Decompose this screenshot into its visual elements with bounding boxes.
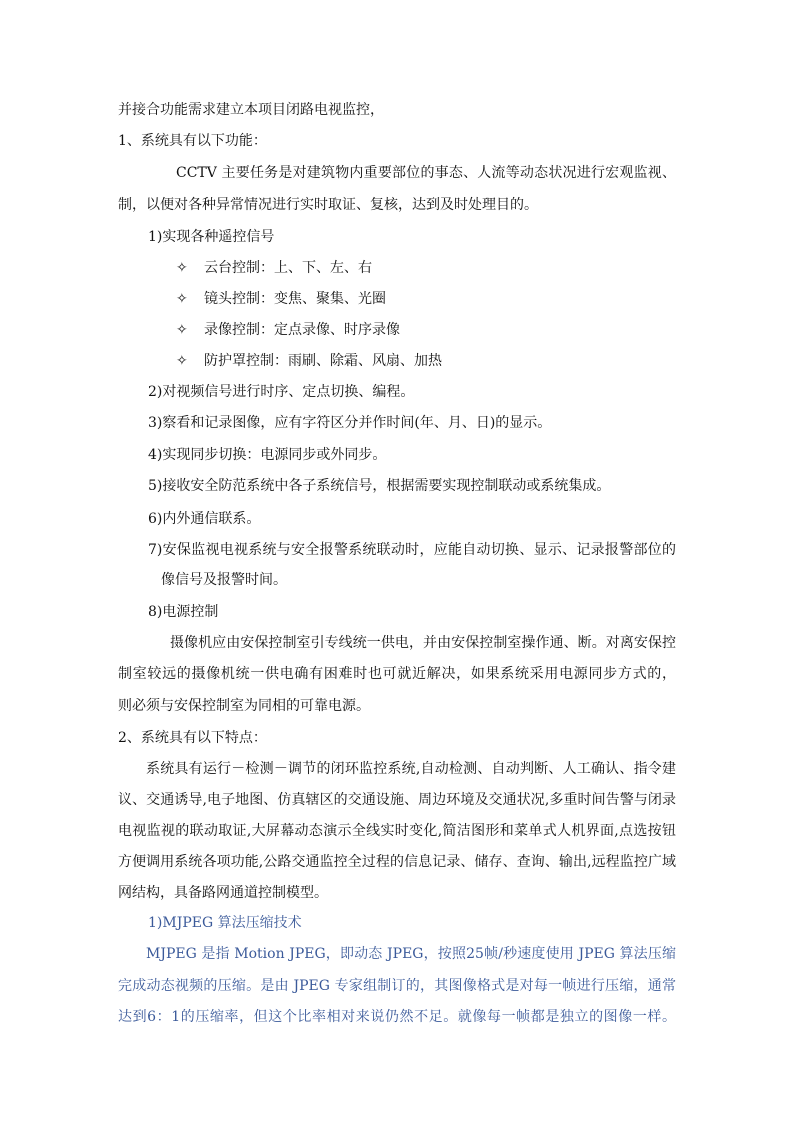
features-para-line: 方便调用系统各项功能,公路交通监控全过程的信息记录、储存、查询、输出,远程监控广域 bbox=[118, 854, 676, 870]
bullet-diamond-icon: ✧ bbox=[176, 291, 188, 307]
bullet-diamond-icon: ✧ bbox=[176, 322, 188, 338]
cctv-para-line: CCTV 主要任务是对建筑物内重要部位的事态、人流等动态状况进行宏观监视、 bbox=[176, 165, 676, 181]
list-item: 7)安保监视电视系统与安全报警系统联动时，应能自动切换、显示、记录报警部位的 bbox=[148, 542, 676, 558]
features-para-line: 议、交通诱导,电子地图、仿真辖区的交通设施、周边环境及交通状况,多重时间告警与闭录 bbox=[118, 792, 676, 808]
features-para-line: 网结构，具备路网通道控制模型。 bbox=[118, 885, 328, 901]
bullet-item: 录像控制：定点录像、时序录像 bbox=[204, 322, 400, 338]
cctv-para-line: 制，以便对各种异常情况进行实时取证、复核，达到及时处理目的。 bbox=[118, 197, 538, 213]
mjpeg-para-line: 达到6：1的压缩率，但这个比率相对来说仍然不足。就像每一帧都是独立的图像一样。 bbox=[118, 1009, 676, 1025]
list-item: 5)接收安全防范系统中各子系统信号，根据需要实现控制联动或系统集成。 bbox=[148, 478, 611, 494]
power-para-line: 制室较远的摄像机统一供电确有困难时也可就近解决，如果系统采用电源同步方式的， bbox=[118, 666, 676, 682]
features-para-line: 电视监视的联动取证,大屏幕动态演示全线实时变化,简洁图形和菜单式人机界面,点选按钮 bbox=[118, 823, 676, 839]
mjpeg-heading: 1)MJPEG 算法压缩技术 bbox=[148, 915, 302, 931]
features-para-line: 系统具有运行－检测－调节的闭环监控系统,自动检测、自动判断、人工确认、指令建 bbox=[146, 761, 676, 777]
power-para-line: 摄像机应由安保控制室引专线统一供电，并由安保控制室操作通、断。对离安保控 bbox=[170, 635, 676, 651]
list-item: 3)察看和记录图像，应有字符区分并作时间(年、月、日)的显示。 bbox=[148, 415, 552, 431]
intro-text: 并接合功能需求建立本项目闭路电视监控， bbox=[118, 102, 384, 118]
power-para-line: 则必须与安保控制室为同相的可靠电源。 bbox=[118, 698, 370, 714]
list-item: 6)内外通信联系。 bbox=[148, 511, 261, 527]
list-item: 4)实现同步切换：电源同步或外同步。 bbox=[148, 447, 387, 463]
list-item-continuation: 像信号及报警时间。 bbox=[161, 572, 287, 588]
mjpeg-para-line: 完成动态视频的压缩。是由 JPEG 专家组制订的，其图像格式是对每一帧进行压缩，通常 bbox=[118, 978, 676, 994]
bullet-item: 防护罩控制：雨刷、除霜、风扇、加热 bbox=[204, 353, 442, 369]
bullet-item: 云台控制：上、下、左、右 bbox=[204, 260, 372, 276]
bullet-item: 镜头控制：变焦、聚集、光圈 bbox=[204, 291, 386, 307]
section2-heading: 2、系统具有以下特点： bbox=[118, 730, 267, 746]
list-item: 8)电源控制 bbox=[148, 604, 219, 620]
section1-heading: 1、系统具有以下功能： bbox=[118, 133, 267, 149]
bullet-diamond-icon: ✧ bbox=[176, 260, 188, 276]
bullet-diamond-icon: ✧ bbox=[176, 353, 188, 369]
list-item: 2)对视频信号进行时序、定点切换、编程。 bbox=[148, 384, 415, 400]
list-item: 1)实现各种遥控信号 bbox=[148, 229, 275, 245]
mjpeg-para-line: MJPEG 是指 Motion JPEG，即动态 JPEG，按照25帧/秒速度使用 JPEG 算法压缩 bbox=[146, 946, 676, 962]
